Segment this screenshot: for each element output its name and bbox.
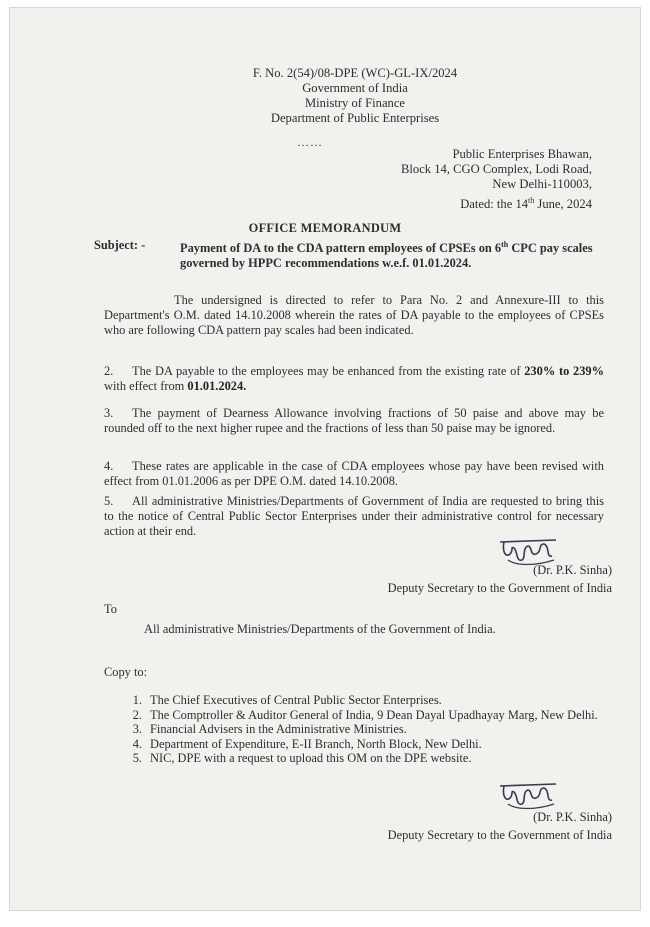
letterhead <box>10 66 640 126</box>
date-sup: th <box>528 195 535 205</box>
paragraph-5-text: All administrative Ministries/Departments of Government of India are requested to bring this to the notice of Central Public Sector Enterprises under their administrative control for necessary action at their end. <box>104 494 604 538</box>
paragraph-2-number: 2. <box>104 364 114 378</box>
paragraph-1 <box>104 293 604 337</box>
effective-date: 01.01.2024. <box>187 378 247 393</box>
signatory-name-2: (Dr. P.K. Sinha) <box>533 810 612 824</box>
paragraph-3-text: The payment of Dearness Allowance involving fractions of 50 paise and above may be rounded off to the next higher rupee and the fractions of less than 50 paise may be ignored. <box>104 406 604 435</box>
date-suffix: June, 2024 <box>534 196 592 211</box>
signatory-name-1: (Dr. P.K. Sinha) <box>533 563 612 577</box>
list-item <box>120 722 600 737</box>
list-item-number: 5. <box>132 751 142 766</box>
list-item-text: The Chief Executives of Central Public Sector Enterprises. <box>150 693 442 707</box>
govt-line: Government of India <box>302 81 408 95</box>
paragraph-4 <box>104 459 604 489</box>
copy-to-label: Copy to: <box>104 665 148 679</box>
paragraph-4-text: These rates are applicable in the case of CDA employees whose pay have been revised with effect from 01.01.2006 as per DPE O.M. dated 14.10.2008. <box>104 459 604 488</box>
signature-mark-2 <box>496 776 562 812</box>
department-line: Department of Public Enterprises <box>270 111 440 125</box>
list-item-text: The Comptroller & Auditor General of India, 9 Dean Dayal Upadhayay Marg, New Delhi. <box>150 707 598 722</box>
signatory-designation-1: Deputy Secretary to the Government of India <box>387 581 612 595</box>
address-line-3: New Delhi-110003, <box>492 177 592 192</box>
paragraph-3-number: 3. <box>104 406 114 420</box>
address-block <box>401 147 592 212</box>
subject-label: Subject: - <box>94 238 146 252</box>
memo-title: OFFICE MEMORANDUM <box>248 221 402 235</box>
list-item-number: 3. <box>132 722 142 737</box>
list-item-text: Financial Advisers in the Administrative Ministries. <box>150 722 407 737</box>
list-item-number: 1. <box>132 693 142 707</box>
to-label: To <box>104 602 117 616</box>
paragraph-2-text-c: with effect from <box>104 378 188 393</box>
list-item-number: 4. <box>132 736 142 751</box>
file-number: F. No. 2(54)/08-DPE (WC)-GL-IX/2024 <box>252 66 458 80</box>
paragraph-5-number: 5. <box>104 494 114 508</box>
list-item <box>120 751 600 766</box>
list-item <box>120 737 600 752</box>
ministry-line: Ministry of Finance <box>304 96 406 110</box>
list-item-text: NIC, DPE with a request to upload this OM on the DPE website. <box>150 751 472 766</box>
paragraph-1-text: The undersigned is directed to refer to Para No. 2 and Annexure-III to this Department's O.M. dated 14.10.2008 wherein the rates of DA payable to the employees of CPSEs who are following CDA pattern pay scales had been indicated. <box>104 293 604 337</box>
subject-text <box>104 238 604 270</box>
subject-block <box>94 238 604 270</box>
list-item <box>120 708 600 723</box>
date-prefix: Dated: the 14 <box>460 196 529 211</box>
paragraph-4-number: 4. <box>104 459 114 473</box>
da-rate-change: 230% to 239% <box>524 364 604 378</box>
paragraph-2-text-a: The DA payable to the employees may be enhanced from the existing rate of <box>132 364 525 378</box>
list-item-number: 2. <box>132 707 142 722</box>
date-line <box>401 193 592 212</box>
address-line-1: Public Enterprises Bhawan, <box>452 147 592 161</box>
address-line-2: Block 14, CGO Complex, Lodi Road, <box>401 162 592 177</box>
list-item <box>120 693 600 708</box>
memo-page <box>9 7 641 911</box>
copy-to-list <box>120 693 600 766</box>
paragraph-3 <box>104 406 604 436</box>
subject-sup: th <box>501 240 509 249</box>
list-item-text: Department of Expenditure, E-II Branch, North Block, New Delhi. <box>150 736 482 751</box>
to-recipient: All administrative Ministries/Departments of the Government of India. <box>144 622 496 636</box>
signatory-designation-2: Deputy Secretary to the Government of India <box>387 828 612 842</box>
paragraph-2 <box>104 364 604 394</box>
subject-text-b: CPC pay scales governed by HPPC recommendations w.e.f. 01.01.2024. <box>180 241 593 270</box>
separator-dots: …… <box>297 135 323 149</box>
subject-text-a: Payment of DA to the CDA pattern employees of CPSEs on 6 <box>180 241 502 256</box>
